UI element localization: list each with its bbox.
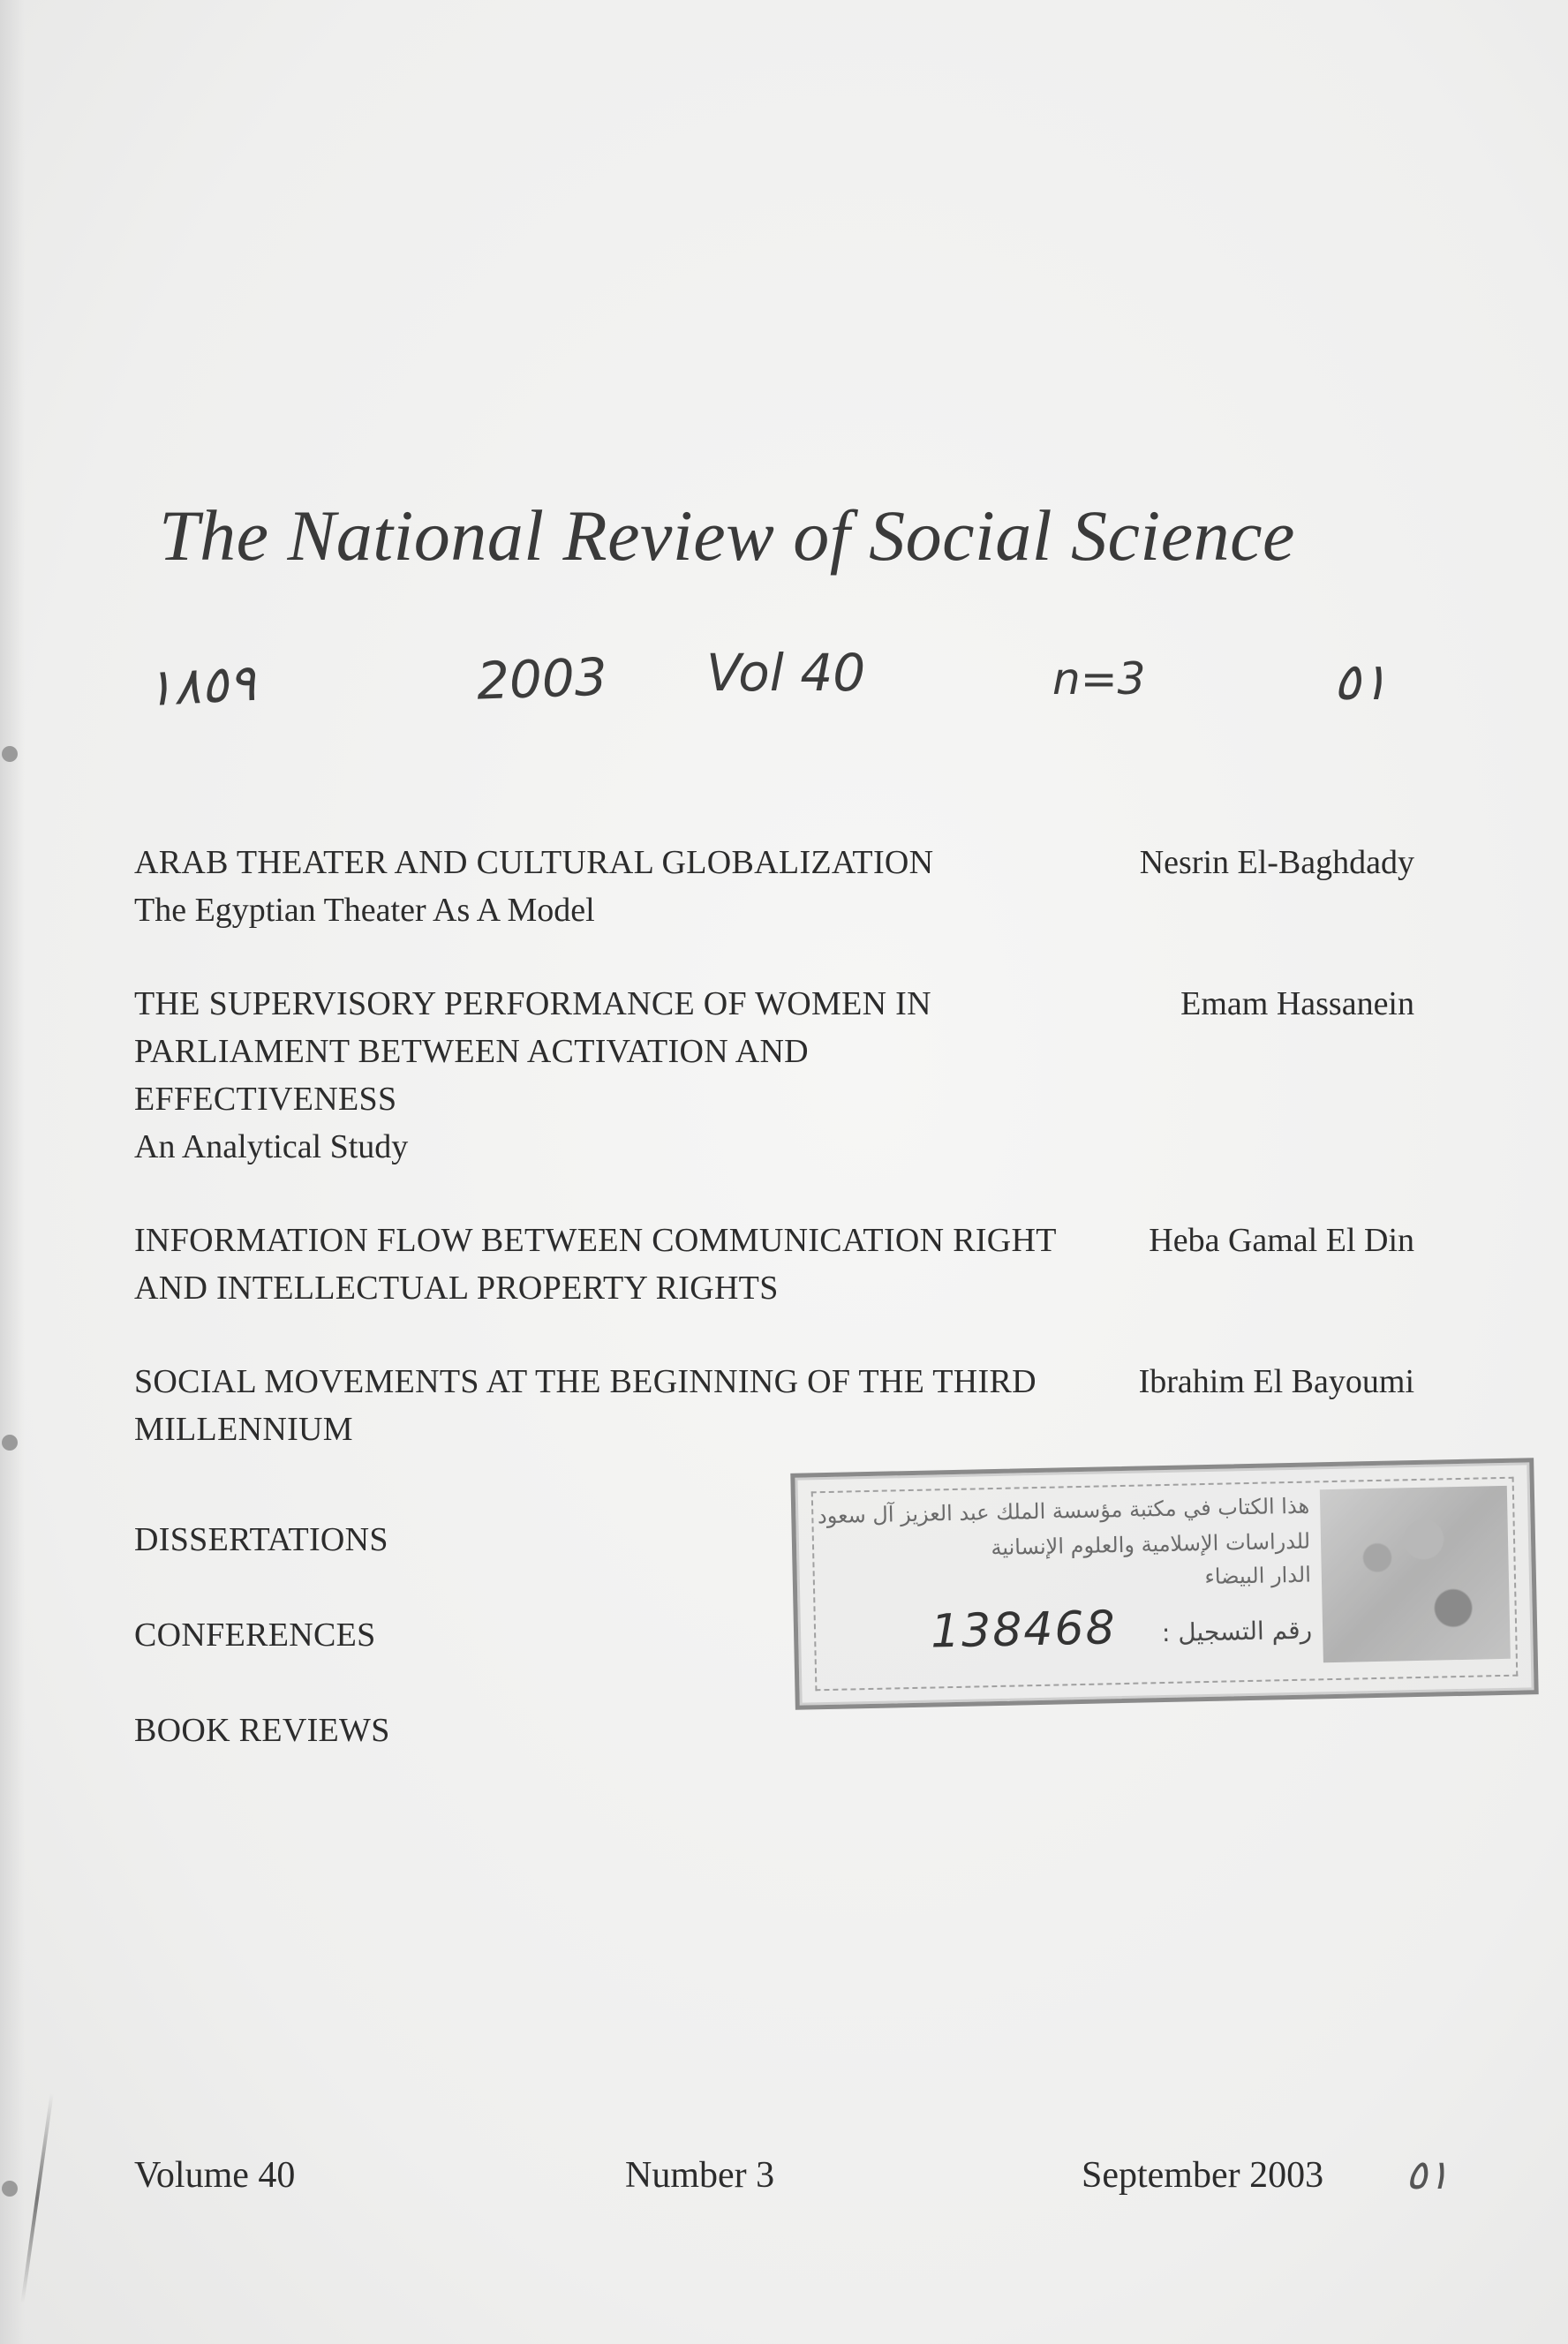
binding-mark	[20, 2093, 53, 2303]
toc-entry	[134, 1358, 1414, 1453]
article-subtitle: An Analytical Study	[134, 1128, 409, 1165]
binding-hole	[2, 1435, 18, 1451]
registration-number: 138468	[930, 1602, 1118, 1659]
toc-entry	[134, 980, 1414, 1171]
handwritten-note: Vol 40	[706, 643, 866, 703]
handwritten-note: ١٨٥٩	[144, 652, 258, 719]
handwritten-note: ٥١	[1406, 2151, 1450, 2198]
registration-label: رقم التسجيل :	[1161, 1615, 1313, 1648]
article-title: SOCIAL MOVEMENTS AT THE BEGINNING OF THE THIRD MILLENNIUM	[134, 1363, 1037, 1448]
stamp-text: الدار البيضاء	[1204, 1562, 1312, 1590]
handwritten-note: 2003	[475, 646, 608, 712]
binding-hole	[2, 746, 18, 762]
article-author: Heba Gamal El Din	[1149, 1222, 1414, 1259]
issue-number: Number 3	[625, 2155, 775, 2196]
binding-shadow	[0, 0, 25, 2344]
stamp-text: للدراسات الإسلامية والعلوم الإنسانية	[991, 1528, 1311, 1561]
toc-entry	[134, 1217, 1414, 1312]
article-title: INFORMATION FLOW BETWEEN COMMUNICATION RIGHT AND INTELLECTUAL PROPERTY RIGHTS	[134, 1222, 1057, 1307]
handwritten-note: n=3	[1052, 653, 1146, 705]
article-title: THE SUPERVISORY PERFORMANCE OF WOMEN IN PARLIAMENT BETWEEN ACTIVATION AND EFFECTIVENESS	[134, 985, 931, 1118]
table-of-contents	[134, 839, 1414, 1499]
library-stamp	[790, 1458, 1538, 1710]
binding-hole	[2, 2181, 18, 2197]
article-subtitle: The Egyptian Theater As A Model	[134, 892, 595, 929]
article-title: ARAB THEATER AND CULTURAL GLOBALIZATION	[134, 844, 934, 881]
section-conferences: CONFERENCES	[134, 1617, 376, 1654]
article-author: Ibrahim El Bayoumi	[1138, 1363, 1414, 1400]
volume-label: Volume 40	[134, 2155, 296, 2196]
library-logo-icon	[1320, 1486, 1511, 1662]
article-author: Emam Hassanein	[1180, 985, 1414, 1022]
section-book-reviews: BOOK REVIEWS	[134, 1712, 390, 1749]
section-dissertations: DISSERTATIONS	[134, 1521, 388, 1558]
issue-date: September 2003	[1082, 2155, 1324, 2196]
article-author: Nesrin El-Baghdady	[1139, 844, 1414, 881]
toc-entry	[134, 839, 1414, 934]
journal-title: The National Review of Social Science	[159, 495, 1295, 576]
handwritten-note: ٥١	[1333, 652, 1389, 712]
stamp-text: هذا الكتاب في مكتبة مؤسسة الملك عبد العزيز آل سعود	[817, 1493, 1310, 1529]
